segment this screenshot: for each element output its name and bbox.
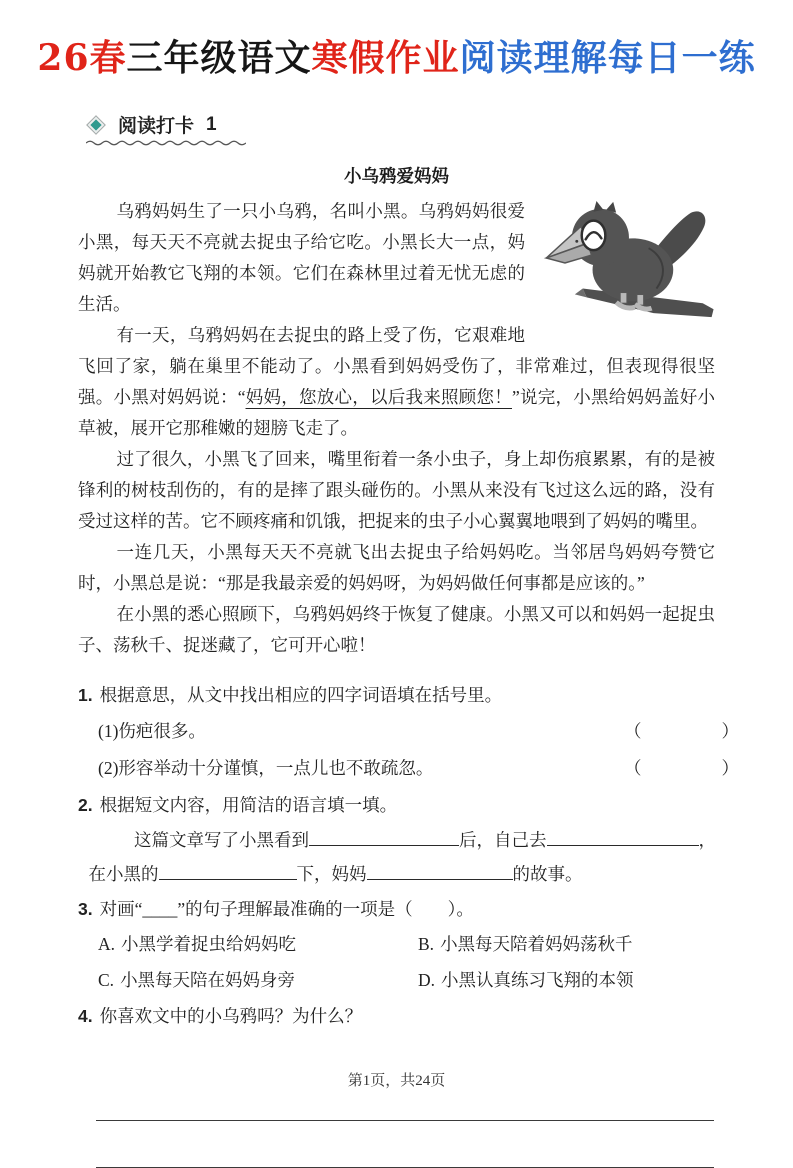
answer-bracket[interactable]: （ ） <box>624 721 741 741</box>
question-1 <box>78 677 715 713</box>
question-1-item-1-text: (1)伤疤很多。 <box>98 721 206 741</box>
option-c-label: C. <box>98 969 115 990</box>
question-2-fill-line-1 <box>78 823 715 857</box>
question-4-text: 你喜欢文中的小乌鸦吗？为什么？ <box>99 1006 363 1026</box>
option-c-text: 小黑每天陪在妈妈身旁 <box>120 969 296 990</box>
option-c[interactable] <box>98 963 418 999</box>
fill-segment: 在小黑的 <box>88 864 159 884</box>
questions-section <box>78 677 741 1034</box>
question-1-item-2 <box>98 750 741 787</box>
fill-blank[interactable] <box>159 862 297 880</box>
section-label: 阅读打卡 <box>118 116 195 137</box>
diamond-icon <box>88 116 105 133</box>
fill-segment: 下，妈妈 <box>296 864 367 884</box>
fill-blank[interactable] <box>367 862 513 880</box>
wavy-underline <box>86 139 246 147</box>
page-number-footer: 第1页，共24页 <box>347 1073 446 1089</box>
question-1-item-2-text: (2)形容举动十分谨慎，一点儿也不敢疏忽。 <box>98 758 434 778</box>
question-3 <box>78 891 715 927</box>
question-4-number: 4. <box>78 1006 93 1026</box>
passage-body <box>78 196 715 661</box>
paragraph-5: 在小黑的悉心照顾下，乌鸦妈妈终于恢复了健康。小黑又可以和妈妈一起捉虫子、荡秋千、捉迷藏了，它可开心啦！ <box>78 604 715 655</box>
title-part-grade-subject: 三年级语文 <box>126 37 312 79</box>
fill-segment: 这篇文章写了小黑看到 <box>134 830 309 850</box>
answer-bracket[interactable]: （ ） <box>624 758 741 778</box>
question-1-number: 1. <box>78 685 93 705</box>
question-2 <box>78 787 715 823</box>
crow-illustration <box>537 198 715 321</box>
section-number: 1 <box>206 113 217 135</box>
eye-patch <box>582 221 606 251</box>
paragraph-2-pre: 有一天，乌鸦妈妈在去捉虫的路上受了伤，它艰难地飞回了家，躺在巢里不能动了。小黑看到妈妈受伤了，非常难过，但表现得很坚强。小黑对妈妈说：“ <box>78 325 715 407</box>
page-title <box>0 30 793 81</box>
paragraph-2 <box>78 320 715 444</box>
option-b-text: 小黑每天陪着妈妈荡秋千 <box>440 934 633 954</box>
option-a-text: 小黑学着捉虫给妈妈吃 <box>121 934 297 954</box>
fill-blank[interactable] <box>309 828 459 846</box>
paragraph-2-post: ”说完，小黑给妈妈盖好小草被，展开它那稚嫩的翅膀飞走了。 <box>78 387 715 438</box>
paragraph-1: 乌鸦妈妈生了一只小乌鸦，名叫小黑。乌鸦妈妈很爱小黑，每天天不亮就去捉虫子给它吃。小黑长大一点，妈妈就开始教它飞翔的本领。它们在森林里过着无忧无虑的生活。 <box>78 201 525 314</box>
fill-segment: ， <box>698 830 716 850</box>
question-2-fill-line-2 <box>78 857 715 891</box>
option-a-label: A. <box>98 934 116 954</box>
fill-segment: 后，自己去 <box>459 830 547 850</box>
question-1-text: 根据意思，从文中找出相应的四字词语填在括号里。 <box>99 685 503 705</box>
passage-title: 小乌鸦爱妈妈 <box>344 166 449 186</box>
paragraph-3: 过了很久，小黑飞了回来，嘴里衔着一条小虫子，身上却伤痕累累，有的是被锋利的树枝刮伤的，有的是摔了跟头碰伤的。小黑从来没有飞过这么远的路，没有受过这样的苦。它不顾疼痛和饥饿，把捉来的虫子小心翼翼地喂到了妈妈的嘴里。 <box>78 449 715 531</box>
question-3-options <box>98 927 715 998</box>
question-3-text: 对画“____”的句子理解最准确的一项是（ ）。 <box>99 899 474 919</box>
option-a[interactable] <box>98 927 418 963</box>
option-d-text: 小黑认真练习飞翔的本领 <box>441 969 634 990</box>
option-b-label: B. <box>418 934 435 954</box>
title-part-term: 26春 <box>37 37 127 79</box>
option-b[interactable] <box>418 927 715 963</box>
question-1-item-1 <box>98 713 741 750</box>
question-2-text: 根据短文内容，用简洁的语言填一填。 <box>99 795 398 815</box>
paragraph-4: 一连几天，小黑每天天不亮就飞出去捉虫子给妈妈吃。当邻居鸟妈妈夸赞它时，小黑总是说：“那是我最亲爱的妈妈呀，为妈妈做任何事都是应该的。” <box>78 542 715 593</box>
title-part-homework: 寒假作业 <box>311 37 460 79</box>
title-part-practice: 阅读理解每日一练 <box>459 37 756 79</box>
fill-blank[interactable] <box>547 828 699 846</box>
fill-segment: 的故事。 <box>512 864 583 884</box>
section-header <box>86 111 217 147</box>
question-3-number: 3. <box>78 899 93 919</box>
question-4 <box>78 998 715 1034</box>
answer-line[interactable] <box>96 1121 714 1168</box>
underlined-quote: 妈妈，您放心，以后我来照顾您！ <box>245 387 512 407</box>
option-d-label: D. <box>418 969 436 990</box>
question-2-number: 2. <box>78 795 93 815</box>
option-d[interactable] <box>418 963 715 999</box>
